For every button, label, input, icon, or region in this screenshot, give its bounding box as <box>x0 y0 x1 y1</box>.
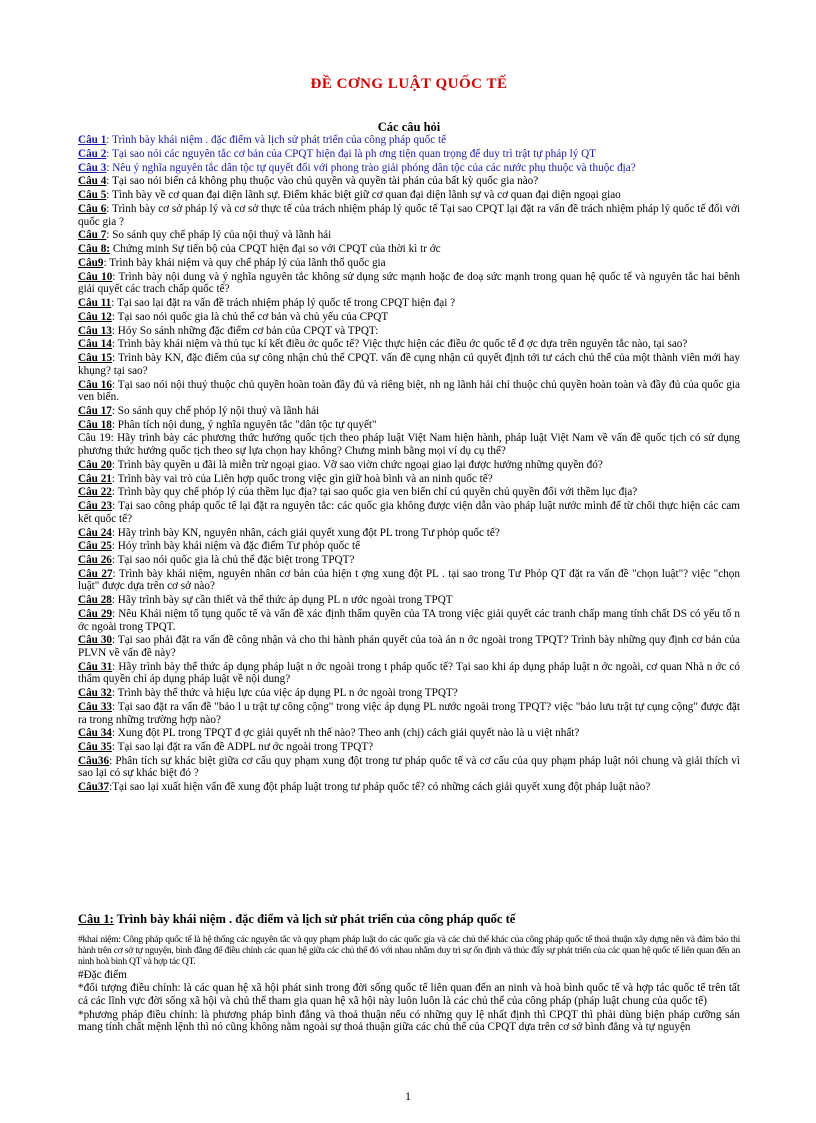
question-text: : Tại sao nói quốc gia là chủ thể cơ bản và chủ yếu của CPQT <box>111 310 389 323</box>
question-number: Câu 28 <box>78 594 112 607</box>
answer-heading-text: Trình bày khái niệm . đặc điểm và lịch sử phát triển của công pháp quốc tế <box>113 912 516 926</box>
question-item <box>78 297 740 310</box>
question-item <box>78 338 740 351</box>
question-number: Câu 5 <box>78 189 107 202</box>
question-number: Câu 33 <box>78 700 113 713</box>
question-text: : Tại sao lại đặt ra vấn đề trách nhiệm pháp lý quốc tế trong CPQT hiện đại ? <box>111 297 456 309</box>
question-number: Câu 13 <box>78 324 112 337</box>
answer-section <box>78 913 740 1035</box>
question-text: Câu 19: Hãy trình bày các phương thức hướng quốc tịch theo pháp luật Việt Nam hiện hành, pháp luật Việt Nam về vấn đề quốc tịch có sử dụng phương thức hướng quốc tịch theo sự lựa chọn hay không? Chưng minh bằng mọi ví dụ cụ thể? <box>78 432 740 458</box>
question-number: Câu 30 <box>78 634 113 647</box>
question-text: : Trình bày nội dung và ý nghĩa nguyên tắc không sử dụng sức mạnh hoặc đe doạ sức mạnh trong quan hệ quốc tế và nguyên tắc hai bênh giải quyết các trach chấp quốc tế? <box>78 270 740 296</box>
question-text: : Hóy trình bày khái niệm và đặc điểm Tư phỏp quốc tế <box>111 540 361 553</box>
answer-paragraph: #khai niệm: Công pháp quốc tế là hệ thống các nguyên tắc và quy phạm pháp luật do các quốc gia và các chủ thể khác của công pháp quốc tế thoả thuận xây dựng nên và đảm bảo thi hành trên cơ sở tự nguyện, bình đẳng để điều chỉnh các quan hệ giữa các chủ thể đó với nhau nhằm duy trì sự ổn định và thúc đẩy sự phát triển của các quan hệ quốc tế liên quan đến an ninh hoà bình QT và hợp tác QT. <box>78 933 740 968</box>
question-item <box>78 203 740 228</box>
question-text: : Trình bày khái niệm, nguyên nhân cơ bản của hiện t ợng xung đột PL . tại sao trong Tư Phỏp QT đặt ra vấn đề "chọn luật"? việc "chọn luật" được dựa trên cơ sở nào? <box>78 567 740 593</box>
question-number: Câu 29 <box>78 608 113 621</box>
question-text: : Nêu Khái niệm tố tụng quốc tế và vấn đề xác định thẩm quyền của TA trong việc giải quyết các tranh chấp mang tính chất DS có yếu tố n ớc ngoài trong TPQT. <box>78 608 740 633</box>
question-text: : Hãy trình bày sự cần thiết và thể thức áp dụng PL n ước ngoài trong TPQT <box>111 594 453 607</box>
question-text: : Tại sao đặt ra vấn đề "bảo l u trật tự công cộng" trong việc áp dụng PL nước ngoài trong TPQT? việc "bảo lưu trật tự cụng cộng" được đặt ra trong những trường hợp nào? <box>78 700 740 726</box>
question-number: Câu 20 <box>78 458 112 471</box>
question-number: Câu 24 <box>78 526 112 539</box>
question-text: : Tại sao công pháp quốc tế lại đặt ra nguyên tắc: các quốc gia không được viện dẫn vào pháp luật nước mình để từ chối thực hiện các cam kết quốc tế? <box>78 500 740 525</box>
question-item <box>78 687 740 700</box>
question-text: : Tại sao nói biển cả không phụ thuộc vào chủ quyền và quyền tài phán của bất kỳ quốc gia nào? <box>106 175 539 188</box>
question-number: Câu 2 <box>78 147 107 160</box>
question-item <box>78 379 740 404</box>
question-text: : Trình bày khái niệm . đặc điểm và lịch sử phát triển của công pháp quốc tế <box>106 134 447 146</box>
question-text: : Tại sao nói nội thuỷ thuộc chủ quyền hoàn toàn đầy đủ và riêng biệt, nh ng lãnh hải chỉ thuộc chủ quyền hoàn toàn và đầy đủ của quốc gia ven biển. <box>78 378 740 404</box>
question-number: Câu 11 <box>78 297 112 309</box>
question-item <box>78 352 740 377</box>
question-number: Câu 34 <box>78 727 112 740</box>
question-item <box>78 527 740 540</box>
question-number: Câu 17 <box>78 404 112 417</box>
document-title: ĐỀ CƠNG LUẬT QUỐC TẾ <box>310 76 508 92</box>
question-number: Câu 21 <box>78 472 112 485</box>
question-number: Câu 16 <box>78 378 112 391</box>
question-text: : Trình bày vai trò của Liên hợp quốc trong việc gìn giữ hoà bình và an ninh quốc tế? <box>111 472 493 485</box>
section-subtitle: Các câu hỏi <box>377 120 441 134</box>
question-item <box>78 162 740 175</box>
question-item <box>78 500 740 525</box>
question-number: Câu 8: <box>78 243 111 256</box>
question-item <box>78 419 740 432</box>
question-text: : Trình bày quyền u đãi là miễn trừ ngoại giao. Vỡ sao viờn chức ngoại giao lại được hưởng những quyền đó? <box>111 458 603 471</box>
question-item <box>78 325 740 338</box>
question-number: Câu 6 <box>78 202 107 215</box>
question-item <box>78 568 740 593</box>
question-item <box>78 148 740 161</box>
question-item <box>78 741 740 754</box>
question-number: Câu 18 <box>78 418 112 431</box>
question-text: : Hóy So sánh những đặc điểm cơ bản của CPQT và TPQT: <box>111 324 379 337</box>
question-item <box>78 727 740 740</box>
question-number: Câu 15 <box>78 352 113 365</box>
answer-number: Câu 1: <box>78 912 114 926</box>
question-text: : Trình bày quy chế phỏp lý của thềm lục địa? tại sao quốc gia ven biển chỉ cú quyền chủ quyền đối với thềm lục địa? <box>111 486 638 499</box>
question-number: Câu 12 <box>78 310 112 323</box>
question-item <box>78 229 740 242</box>
question-text: : Phân tích sự khác biệt giữa cơ cấu quy phạm xung đột trong tư pháp quốc tế và cơ cấu của quy phạm pháp luật nói chung và giải thích vì sao lại có sự khác biệt đó ? <box>78 754 740 780</box>
question-item <box>78 432 740 457</box>
answer-paragraph: *phương pháp điều chỉnh: là phương pháp bình đẳng và thoả thuận nếu có những quy lệ nhất định thì CPQT thì phải dùng biện pháp cưỡng sản mang tính chất mệnh lệnh thì nó cũng không nằm ngoài sự thoả thuận giữa các chủ thể của CPQT dựa trên cơ sở bình đẳng và tự nguyện <box>78 1008 740 1034</box>
question-item <box>78 134 740 147</box>
question-text: : Nêu ý nghĩa nguyên tắc dân tộc tự quyết đối với phong trào giải phóng dân tộc của các nước phụ thuộc và thuộc địa? <box>106 161 636 174</box>
question-number: Câu36 <box>78 754 110 767</box>
question-item <box>78 189 740 202</box>
question-item <box>78 175 740 188</box>
question-text: : Trình bày thể thức và hiệu lực của việc áp dụng PL n ớc ngoài trong TPQT? <box>111 687 458 700</box>
question-text: : Tình bày về cơ quan đại diện lãnh sự. Điểm khác biệt giữ cơ quan đại diện lãnh sự và cơ quan đại diện ngoại giao <box>106 189 621 202</box>
question-text: : Trình bày cơ sở pháp lý và cơ sở thực tế của trách nhiệm pháp lý quốc tế Tại sao CPQT lại đặt ra vấn đề trách nhiệm pháp lý quốc tế đối với quốc gia ? <box>78 202 740 228</box>
answer-paragraphs <box>78 934 740 1034</box>
question-list <box>78 134 740 795</box>
question-text: : Hãy trình bày KN, nguyên nhân, cách giải quyết xung đột PL trong Tư phỏp quốc tế? <box>111 526 500 539</box>
question-number: Câu 3 <box>78 161 107 174</box>
question-item <box>78 634 740 659</box>
question-text: : Tại sao lại đặt ra vấn đề ADPL nư ớc ngoài trong TPQT? <box>111 741 374 754</box>
question-item <box>78 755 740 780</box>
question-item <box>78 257 740 270</box>
question-number: Câu37 <box>78 781 110 794</box>
question-item <box>78 781 740 794</box>
question-text: : Hãy trình bày thể thức áp dụng pháp luật n ớc ngoài trong t pháp quốc tế? Tại sao khi áp dụng pháp luật n ớc ngoài, cơ quan Nhà n ớc có thẩm quyền chỉ áp dụng pháp luật về nội dung? <box>78 660 740 686</box>
question-item <box>78 473 740 486</box>
question-item <box>78 554 740 567</box>
question-number: Câu 1 <box>78 134 107 146</box>
question-text: :Tại sao lại xuất hiện vấn đề xung đột pháp luật trong tư pháp quốc tế? có những cách giải quyết xung đột pháp luật nào? <box>109 781 651 794</box>
question-number: Câu 35 <box>78 741 112 754</box>
question-text: : Phân tích nội dung, ý nghĩa nguyên tắc "dân tộc tự quyết" <box>111 418 377 431</box>
answer-heading <box>78 913 740 926</box>
page-number: 1 <box>405 1089 411 1103</box>
question-number: Câu9 <box>78 256 104 269</box>
question-number: Câu 25 <box>78 540 112 553</box>
answer-paragraph: #Đặc điểm <box>78 968 127 981</box>
question-text: : Xung đột PL trong TPQT đ ợc giải quyết nh thế nào? Theo anh (chị) cách giải quyết nào là u việt nhất? <box>111 727 580 740</box>
question-item <box>78 243 740 256</box>
question-text: : Tại sao nói quốc gia là chủ thể đặc biệt trong TPQT? <box>111 554 355 567</box>
question-number: Câu 10 <box>78 270 113 283</box>
question-item <box>78 701 740 726</box>
question-number: Câu 32 <box>78 687 112 700</box>
question-number: Câu 27 <box>78 567 113 580</box>
question-item <box>78 608 740 633</box>
question-item <box>78 405 740 418</box>
question-item <box>78 459 740 472</box>
question-text: : Trình bày khái niệm và quy chế pháp lý của lãnh thổ quốc gia <box>103 256 386 269</box>
question-item <box>78 271 740 296</box>
question-item <box>78 486 740 499</box>
question-text: : Tại sao nói các nguyên tắc cơ bản của CPQT hiện đại là ph ơng tiện quan trọng để duy trì trật tự pháp lý QT <box>106 147 597 160</box>
question-text: : So sánh quy chế pháp lý của nội thuỷ và lãnh hải <box>106 229 332 242</box>
question-item <box>78 661 740 686</box>
question-item <box>78 594 740 607</box>
question-number: Câu 31 <box>78 660 113 673</box>
question-text: : So sánh quy chế phỏp lý nội thuỷ và lãnh hải <box>111 404 320 417</box>
question-text: : Trình bày khái niệm và thủ tục kí kết điều ớc quốc tế? Việc thực hiện các điều ớc quốc tế đ ợc dựa trên nguyên tắc nào, tại sao? <box>111 338 688 351</box>
question-number: Câu 26 <box>78 554 112 567</box>
answer-paragraph: *đối tượng điều chỉnh: là các quan hệ xã hội phát sinh trong đời sống quốc tế liên quan đến an ninh và hoà bình quốc tế và hợp tác quốc tế trên tất cả các lĩnh vực đời sống xã hội và chủ thể tham gia quan hệ xã hội này luôn luôn là các chủ thể của công pháp (pháp luật chung của quốc tế) <box>78 982 740 1007</box>
question-number: Câu 23 <box>78 500 113 513</box>
question-item <box>78 311 740 324</box>
question-number: Câu 14 <box>78 338 112 351</box>
question-number: Câu 7 <box>78 229 107 242</box>
question-text: Chứng minh Sự tiến bộ của CPQT hiện đại so với CPQT của thời kì tr ớc <box>110 243 441 256</box>
question-text: : Tại sao phải đặt ra vấn đề công nhận và cho thi hành phán quyết của toà án n ớc ngoài trong TPQT? Trình bày những quy định cơ bản của PLVN về vấn đề này? <box>78 634 740 659</box>
question-item <box>78 540 740 553</box>
question-number: Câu 4 <box>78 175 107 188</box>
question-number: Câu 22 <box>78 486 112 499</box>
question-text: : Trình bày KN, đặc điểm của sự công nhận chủ thể CPQT. vấn đề cụng nhận cú quyết định tới tư cách chủ thể của một thành viên mới hay khụng? tại sao? <box>78 352 740 377</box>
